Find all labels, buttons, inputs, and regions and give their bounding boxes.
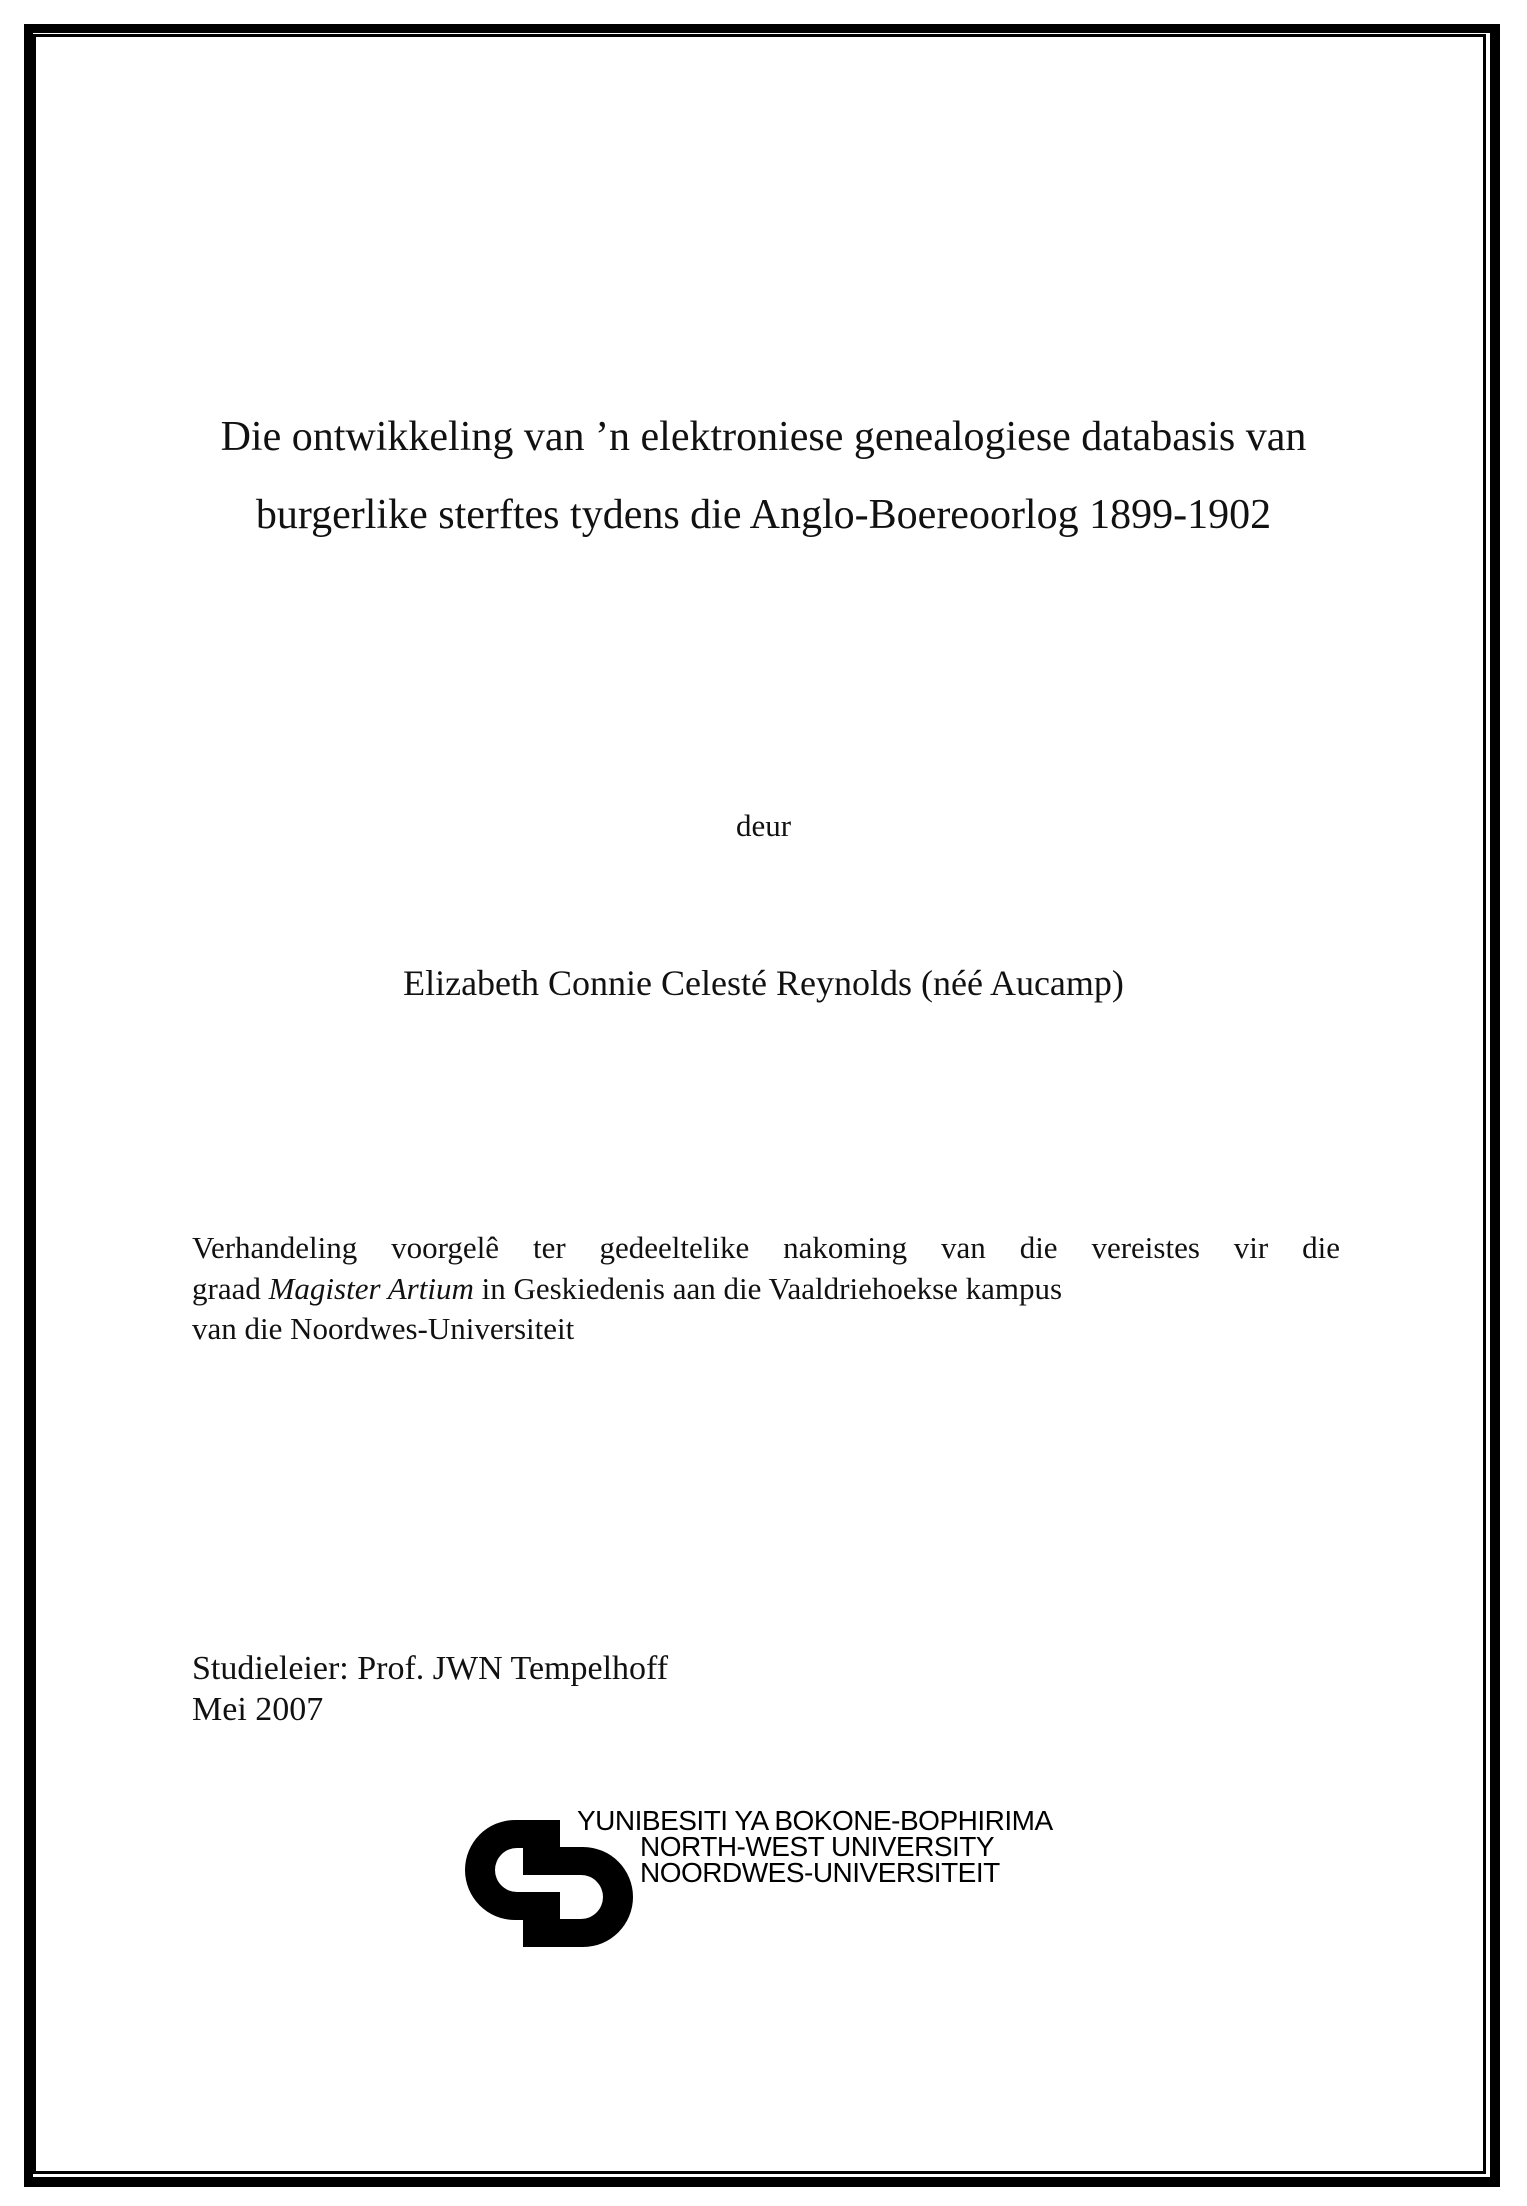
degree-name: Magister Artium [268,1270,474,1306]
by-label: deur [735,808,792,843]
statement-line-3: van die Noordwes-Universiteit [192,1311,575,1346]
logo-line-2: NORTH-WEST UNIVERSITY [640,1831,995,1862]
logo-line-1: YUNIBESITI YA BOKONE-BOPHIRIMA [577,1805,1053,1836]
statement-text: in Geskiedenis aan die Vaaldriehoekse kampus [473,1270,1063,1306]
title-line-1: Die ontwikkeling van ’n elektroniese genealogiese databasis van [220,414,1307,460]
thesis-title [0,398,1527,554]
logo-mark-icon [465,1820,635,1950]
supervisor-block [192,1648,668,1730]
statement-text: graad [192,1270,269,1306]
logo-line-3: NOORDWES-UNIVERSITEIT [640,1857,1000,1888]
title-line-2: burgerlike sterftes tydens die Anglo-Boereoorlog 1899-1902 [255,492,1272,538]
university-logo [465,1800,1065,1950]
date: Mei 2007 [192,1691,324,1728]
statement-line-2 [192,1269,1340,1310]
author-name: Elizabeth Connie Celesté Reynolds (néé Aucamp) [403,963,1124,1003]
supervisor: Studieleier: Prof. JWN Tempelhoff [192,1650,669,1687]
degree-statement [192,1228,1340,1350]
statement-line-1: Verhandeling voorgelê ter gedeeltelike nakoming van die vereistes vir die [192,1230,1340,1265]
